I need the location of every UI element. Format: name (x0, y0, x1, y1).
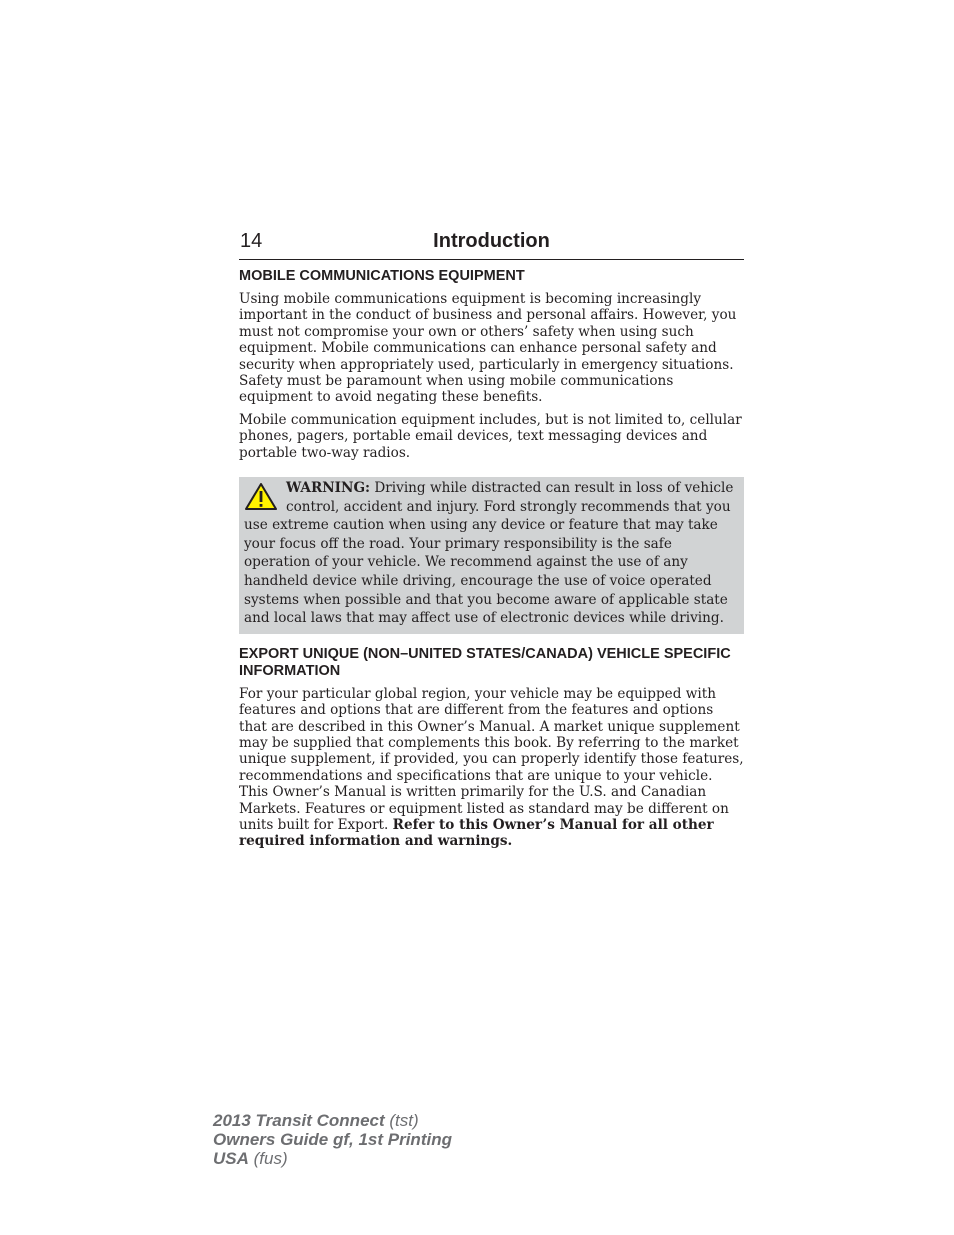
page-number: 14 (240, 230, 263, 252)
footer-model-code: (tst) (384, 1111, 419, 1130)
section1-paragraph-1: Using mobile communications equipment is becoming increasingly important in the conduct of business and personal affairs. However, you must not compromise your own or others’ safety when using such equipment. Mobile communications can enhance personal safety and security when appropriately used, particularly in emergency situations. Safety must be paramount when using mobile communications equipment to avoid negating these benefits. (239, 291, 737, 406)
footer-line-2 (213, 1130, 452, 1149)
warning-box (239, 477, 744, 634)
page-title: Introduction (433, 230, 550, 252)
page-header (239, 229, 744, 260)
warning-text (244, 479, 739, 628)
page-content (239, 268, 744, 850)
section-title-export-unique: EXPORT UNIQUE (NON–UNITED STATES/CANADA) VEHICLE SPECIFIC INFORMATION (239, 645, 731, 679)
section2-paragraph-bold: Refer to this Owner’s Manual for all other required information and warnings. (239, 817, 714, 850)
section-title-mobile-communications: MOBILE COMMUNICATIONS EQUIPMENT (239, 268, 525, 284)
footer-guide: Owners Guide gf, 1st Printing (213, 1130, 452, 1149)
footer-model: 2013 Transit Connect (213, 1111, 385, 1130)
footer-market: USA (213, 1149, 249, 1168)
footer-line-3 (213, 1149, 452, 1168)
warning-label: WARNING: (286, 480, 371, 497)
warning-triangle-icon (244, 482, 278, 512)
footer-line-1 (213, 1111, 452, 1130)
warning-body: Driving while distracted can result in loss of vehicle control, accident and injury. Ford strongly recommends that you use extreme caution when using any device or feature that may take your focus off the road. Your primary responsibility is the safe operation of your vehicle. We recommend against the use of any handheld device while driving, encourage the use of voice operated systems when possible and that you become aware of applicable state and local laws that may affect use of electronic devices while driving. (244, 480, 734, 627)
section2-paragraph-text: For your particular global region, your vehicle may be equipped with features and options that are different from the features and options that are described in this Owner’s Manual. A market unique supplement may be supplied that complements this book. By referring to the market unique supplement, if provided, you can properly identify those features, recommendations and specifications that are unique to your vehicle. This Owner’s Manual is written primarily for the U.S. and Canadian Markets. Features or equipment listed as standard may be different on units built for Export. (239, 685, 744, 834)
section2-paragraph-1 (239, 686, 744, 850)
footer-market-code: (fus) (248, 1149, 288, 1168)
page-footer (213, 1111, 452, 1168)
section1-paragraph-2: Mobile communication equipment includes, but is not limited to, cellular phones, pagers, portable email devices, text messaging devices and portable two-way radios. (239, 411, 742, 461)
